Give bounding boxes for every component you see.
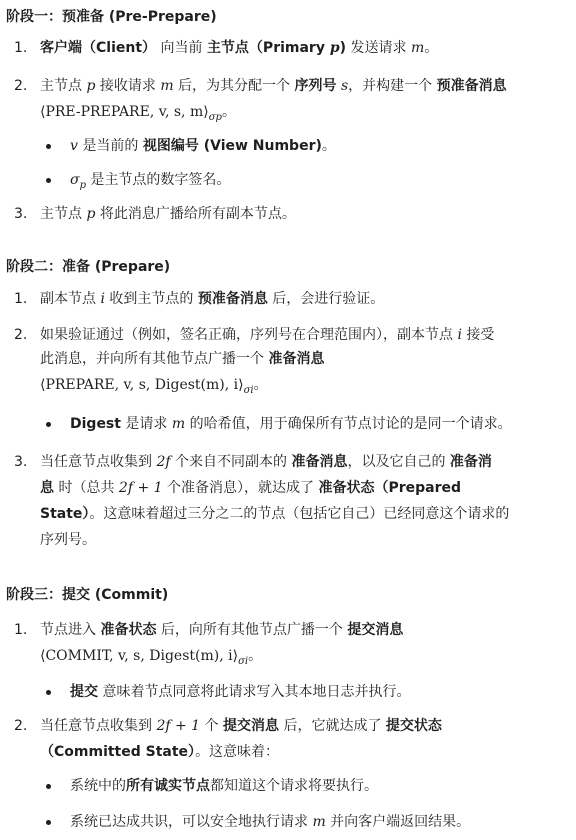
text: 后，为其分配一个	[173, 78, 295, 94]
text: 序列号。	[40, 532, 96, 548]
text: 是主节点的数字签名。	[85, 172, 231, 188]
var-sigma: σ	[70, 172, 80, 188]
var-m: m	[171, 416, 186, 432]
prepare-msg-term: 息	[40, 480, 54, 496]
bullet-dot	[46, 422, 51, 427]
text: 主节点	[40, 78, 87, 94]
var-i: i	[457, 327, 462, 343]
text: 系统已达成共识，可以安全地执行请求	[70, 814, 313, 830]
preprepare-msg-term: 预准备消息	[197, 291, 268, 307]
text: 后，向所有其他节点广播一个	[156, 622, 348, 638]
var-2f-plus-1: 2f + 1	[156, 718, 201, 734]
phase2-title: 阶段二：准备 (Prepare)	[6, 259, 171, 275]
bullet-dot	[46, 690, 51, 695]
text: 。这意味着：	[195, 744, 280, 760]
text: 系统中的	[70, 778, 126, 794]
text: 后，会进行验证。	[267, 291, 385, 307]
bullet-dot	[46, 820, 51, 825]
formula-sub: σi	[238, 655, 249, 667]
commit-formula: ⟨COMMIT, v, s, Digest(m), i⟩	[40, 648, 239, 664]
committed-state-term: （Committed State）	[40, 744, 196, 760]
var-v: v	[70, 138, 78, 154]
phase1-title: 阶段一：预准备 (Pre-Prepare)	[6, 9, 217, 25]
var-m: m	[410, 40, 425, 56]
text: ，并构建一个	[348, 78, 437, 94]
primary-var: p	[329, 40, 340, 56]
text: 个准备消息），就达成了	[162, 480, 319, 496]
text: 。	[221, 104, 236, 120]
text: 副本节点	[40, 291, 101, 307]
var-s: s	[340, 78, 349, 94]
step-number: 1.	[14, 622, 28, 638]
var-p: p	[86, 78, 96, 94]
var-2f-plus-1: 2f + 1	[118, 480, 163, 496]
step-number: 1.	[14, 291, 28, 307]
text: 向当前	[156, 40, 207, 56]
preprepare-formula: ⟨PRE-PREPARE, v, s, m⟩	[40, 104, 209, 120]
seq-term: 序列号	[294, 78, 337, 94]
var-p: p	[86, 206, 96, 222]
text: 并向客户端返回结果。	[325, 814, 471, 830]
step-number: 1.	[14, 40, 28, 56]
text: 主节点	[40, 206, 87, 222]
text: 如果验证通过（例如，签名正确，序列号在合理范围内），副本节点	[40, 327, 458, 343]
commit-msg-term: 提交消息	[347, 622, 404, 638]
prepared-state-term: State）	[40, 506, 90, 522]
text: 是请求	[120, 416, 172, 432]
bullet-dot	[46, 144, 51, 149]
bullet-dot	[46, 178, 51, 183]
step-number: 3.	[14, 454, 28, 470]
formula-sub: σp	[208, 111, 222, 123]
formula-sub: σi	[243, 384, 254, 396]
text: 意味着节点同意将此请求写入其本地日志并执行。	[98, 684, 411, 700]
text: 个来自不同副本的	[170, 454, 292, 470]
digest-term: Digest	[70, 416, 121, 432]
honest-nodes-term: 所有诚实节点	[126, 778, 210, 794]
text: 的哈希值，用于确保所有节点讨论的是同一个请求。	[185, 416, 512, 432]
text: 发送请求	[346, 40, 411, 56]
preprepare-msg-term: 预准备消息	[436, 78, 507, 94]
step-number: 2.	[14, 78, 28, 94]
text: 个	[200, 718, 223, 734]
prepare-formula: ⟨PREPARE, v, s, Digest(m), i⟩	[40, 377, 244, 393]
step-number: 2.	[14, 327, 28, 343]
commit-term: 提交	[70, 684, 98, 700]
text: 。	[248, 648, 263, 664]
text: 。	[253, 377, 268, 393]
text: 将此消息广播给所有副本节点。	[95, 206, 296, 222]
text: 收到主节点的	[104, 291, 198, 307]
commit-msg-term: 提交消息	[223, 718, 279, 734]
text: 。这意味着超过三分之二的节点（包括它自己）已经同意这个请求的	[89, 506, 510, 522]
text: 。	[424, 40, 439, 56]
prepare-msg-term: 准备消息	[268, 351, 325, 367]
text: 接收请求	[95, 78, 161, 94]
view-number-term: 视图编号 (View Number)	[142, 138, 322, 154]
step-number: 3.	[14, 206, 28, 222]
text: 此消息，并向所有其他节点广播一个	[40, 351, 269, 367]
text: 接受	[461, 327, 495, 343]
bullet-dot	[46, 784, 51, 789]
var-m: m	[312, 814, 326, 830]
text: 时（总共	[54, 480, 119, 496]
primary-term: 主节点（Primary	[206, 40, 330, 56]
text: ，以及它自己的	[347, 454, 450, 470]
text: 当任意节点收集到	[40, 718, 157, 734]
text: 后，它就达成了	[279, 718, 386, 734]
text: 当任意节点收集到	[40, 454, 157, 470]
client-term: 客户端（Client）	[40, 40, 157, 56]
text: )	[339, 40, 347, 56]
text: 是当前的	[77, 138, 143, 154]
var-i: i	[100, 291, 105, 307]
var-2f: 2f	[156, 454, 171, 470]
text: 。	[321, 138, 336, 154]
text: 节点进入	[40, 622, 101, 638]
prepare-msg-term: 准备消	[449, 454, 492, 470]
prepared-state-term: 准备状态	[100, 622, 157, 638]
step-number: 2.	[14, 718, 28, 734]
subscript: p	[79, 179, 86, 191]
prepared-state-term: 准备状态（Prepared	[318, 480, 462, 496]
text: 都知道这个请求将要执行。	[210, 778, 378, 794]
prepare-msg-term: 准备消息	[291, 454, 348, 470]
committed-state-term: 提交状态	[385, 718, 442, 734]
var-m: m	[160, 78, 174, 94]
phase3-title: 阶段三：提交 (Commit)	[6, 587, 169, 603]
